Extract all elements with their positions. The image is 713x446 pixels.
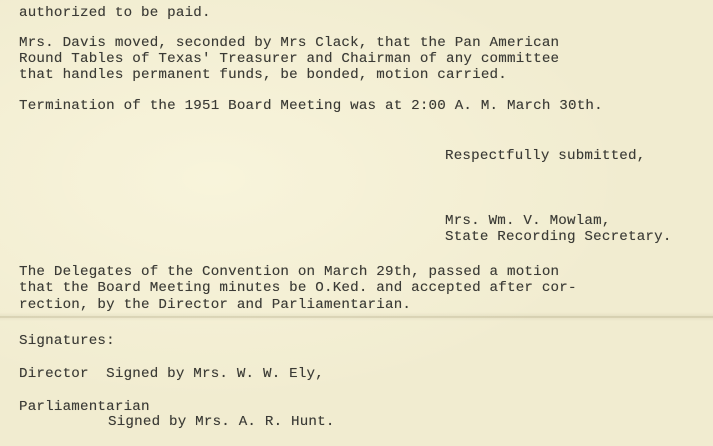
text-line-motion-2: Round Tables of Texas' Treasurer and Chairman of any committee: [19, 51, 560, 67]
text-line-motion-3: that handles permanent funds, be bonded, motion carried.: [19, 67, 507, 83]
text-line-motion-1: Mrs. Davis moved, seconded by Mrs Clack, that the Pan American: [19, 35, 560, 51]
text-line-authorized: authorized to be paid.: [19, 5, 211, 21]
text-line-delegates-2: that the Board Meeting minutes be O.Ked. and accepted after cor-: [19, 280, 577, 296]
parliamentarian-label: Parliamentarian: [19, 399, 150, 415]
paper-fold-crease: [0, 316, 713, 318]
secretary-title: State Recording Secretary.: [445, 229, 672, 245]
text-line-delegates-3: rection, by the Director and Parliamentarian.: [19, 297, 412, 313]
director-signature-line: Director Signed by Mrs. W. W. Ely,: [19, 366, 324, 382]
signatures-heading: Signatures:: [19, 333, 115, 349]
text-line-delegates-1: The Delegates of the Convention on March 29th, passed a motion: [19, 264, 560, 280]
closing-respectfully: Respectfully submitted,: [445, 148, 646, 164]
parliamentarian-signature-line: Signed by Mrs. A. R. Hunt.: [108, 414, 335, 430]
secretary-name: Mrs. Wm. V. Mowlam,: [445, 213, 611, 229]
text-line-termination: Termination of the 1951 Board Meeting was at 2:00 A. M. March 30th.: [19, 98, 603, 114]
